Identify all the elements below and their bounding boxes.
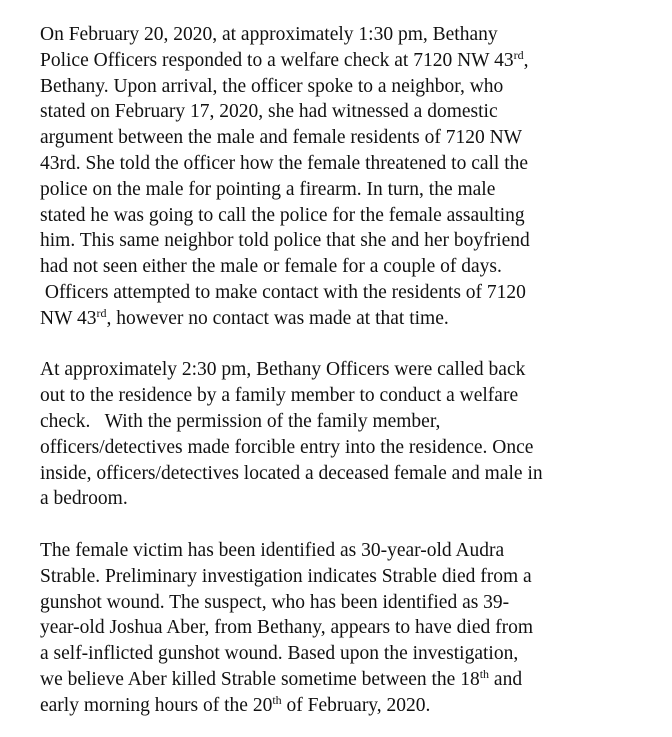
text-line: Bethany. Upon arrival, the officer spoke to a neighbor, who — [40, 75, 504, 97]
text-line: Strable. Preliminary investigation indicates Strable died from a — [40, 565, 532, 587]
text-line: NW 43rd, however no contact was made at that time. — [40, 306, 449, 329]
text-line: officers/detectives made forcible entry into the residence. Once — [40, 436, 534, 458]
ordinal-suffix: rd — [513, 48, 524, 63]
text-line: stated on February 17, 2020, she had witnessed a domestic — [40, 101, 498, 123]
text-line: had not seen either the male or female for a couple of days. — [40, 256, 502, 278]
text-line: Police Officers responded to a welfare check at 7120 NW 43rd, — [40, 48, 529, 71]
text-line: police on the male for pointing a firearm. In turn, the male — [40, 178, 496, 200]
paragraph-welfare-check — [40, 22, 640, 332]
paragraph-callback — [40, 357, 640, 512]
text-line: check. With the permission of the family member, — [40, 410, 441, 432]
text-line: gunshot wound. The suspect, who has been identified as 39- — [40, 591, 510, 613]
ordinal-suffix: rd — [96, 306, 107, 321]
text-line: On February 20, 2020, at approximately 1:30 pm, Bethany — [40, 24, 498, 45]
text-line: 43rd. She told the officer how the female threatened to call the — [40, 152, 529, 174]
paragraph-gap — [40, 332, 640, 358]
text-line: him. This same neighbor told police that she and her boyfriend — [40, 230, 530, 252]
text-line: inside, officers/detectives located a deceased female and male in — [40, 462, 543, 484]
text-line: The female victim has been identified as 30-year-old Audra — [40, 539, 505, 561]
ordinal-suffix: th — [479, 667, 490, 682]
text-line: a bedroom. — [40, 488, 128, 510]
text-line: we believe Aber killed Strable sometime between the 18th and — [40, 667, 523, 690]
text-line: argument between the male and female residents of 7120 NW — [40, 127, 523, 149]
text-line: At approximately 2:30 pm, Bethany Officers were called back — [40, 359, 526, 381]
text-line: stated he was going to call the police for the female assaulting — [40, 204, 525, 226]
text-line: year-old Joshua Aber, from Bethany, appears to have died from — [40, 617, 534, 639]
paragraph-gap — [40, 512, 640, 538]
ordinal-suffix: th — [272, 693, 282, 708]
paragraph-identification — [40, 538, 640, 719]
text-line: a self-inflicted gunshot wound. Based upon the investigation, — [40, 643, 519, 665]
document-body — [40, 22, 640, 719]
text-line: early morning hours of the 20th of February, 2020. — [40, 693, 431, 716]
text-line: out to the residence by a family member to conduct a welfare — [40, 385, 519, 407]
text-line: Officers attempted to make contact with the residents of 7120 — [40, 281, 526, 303]
